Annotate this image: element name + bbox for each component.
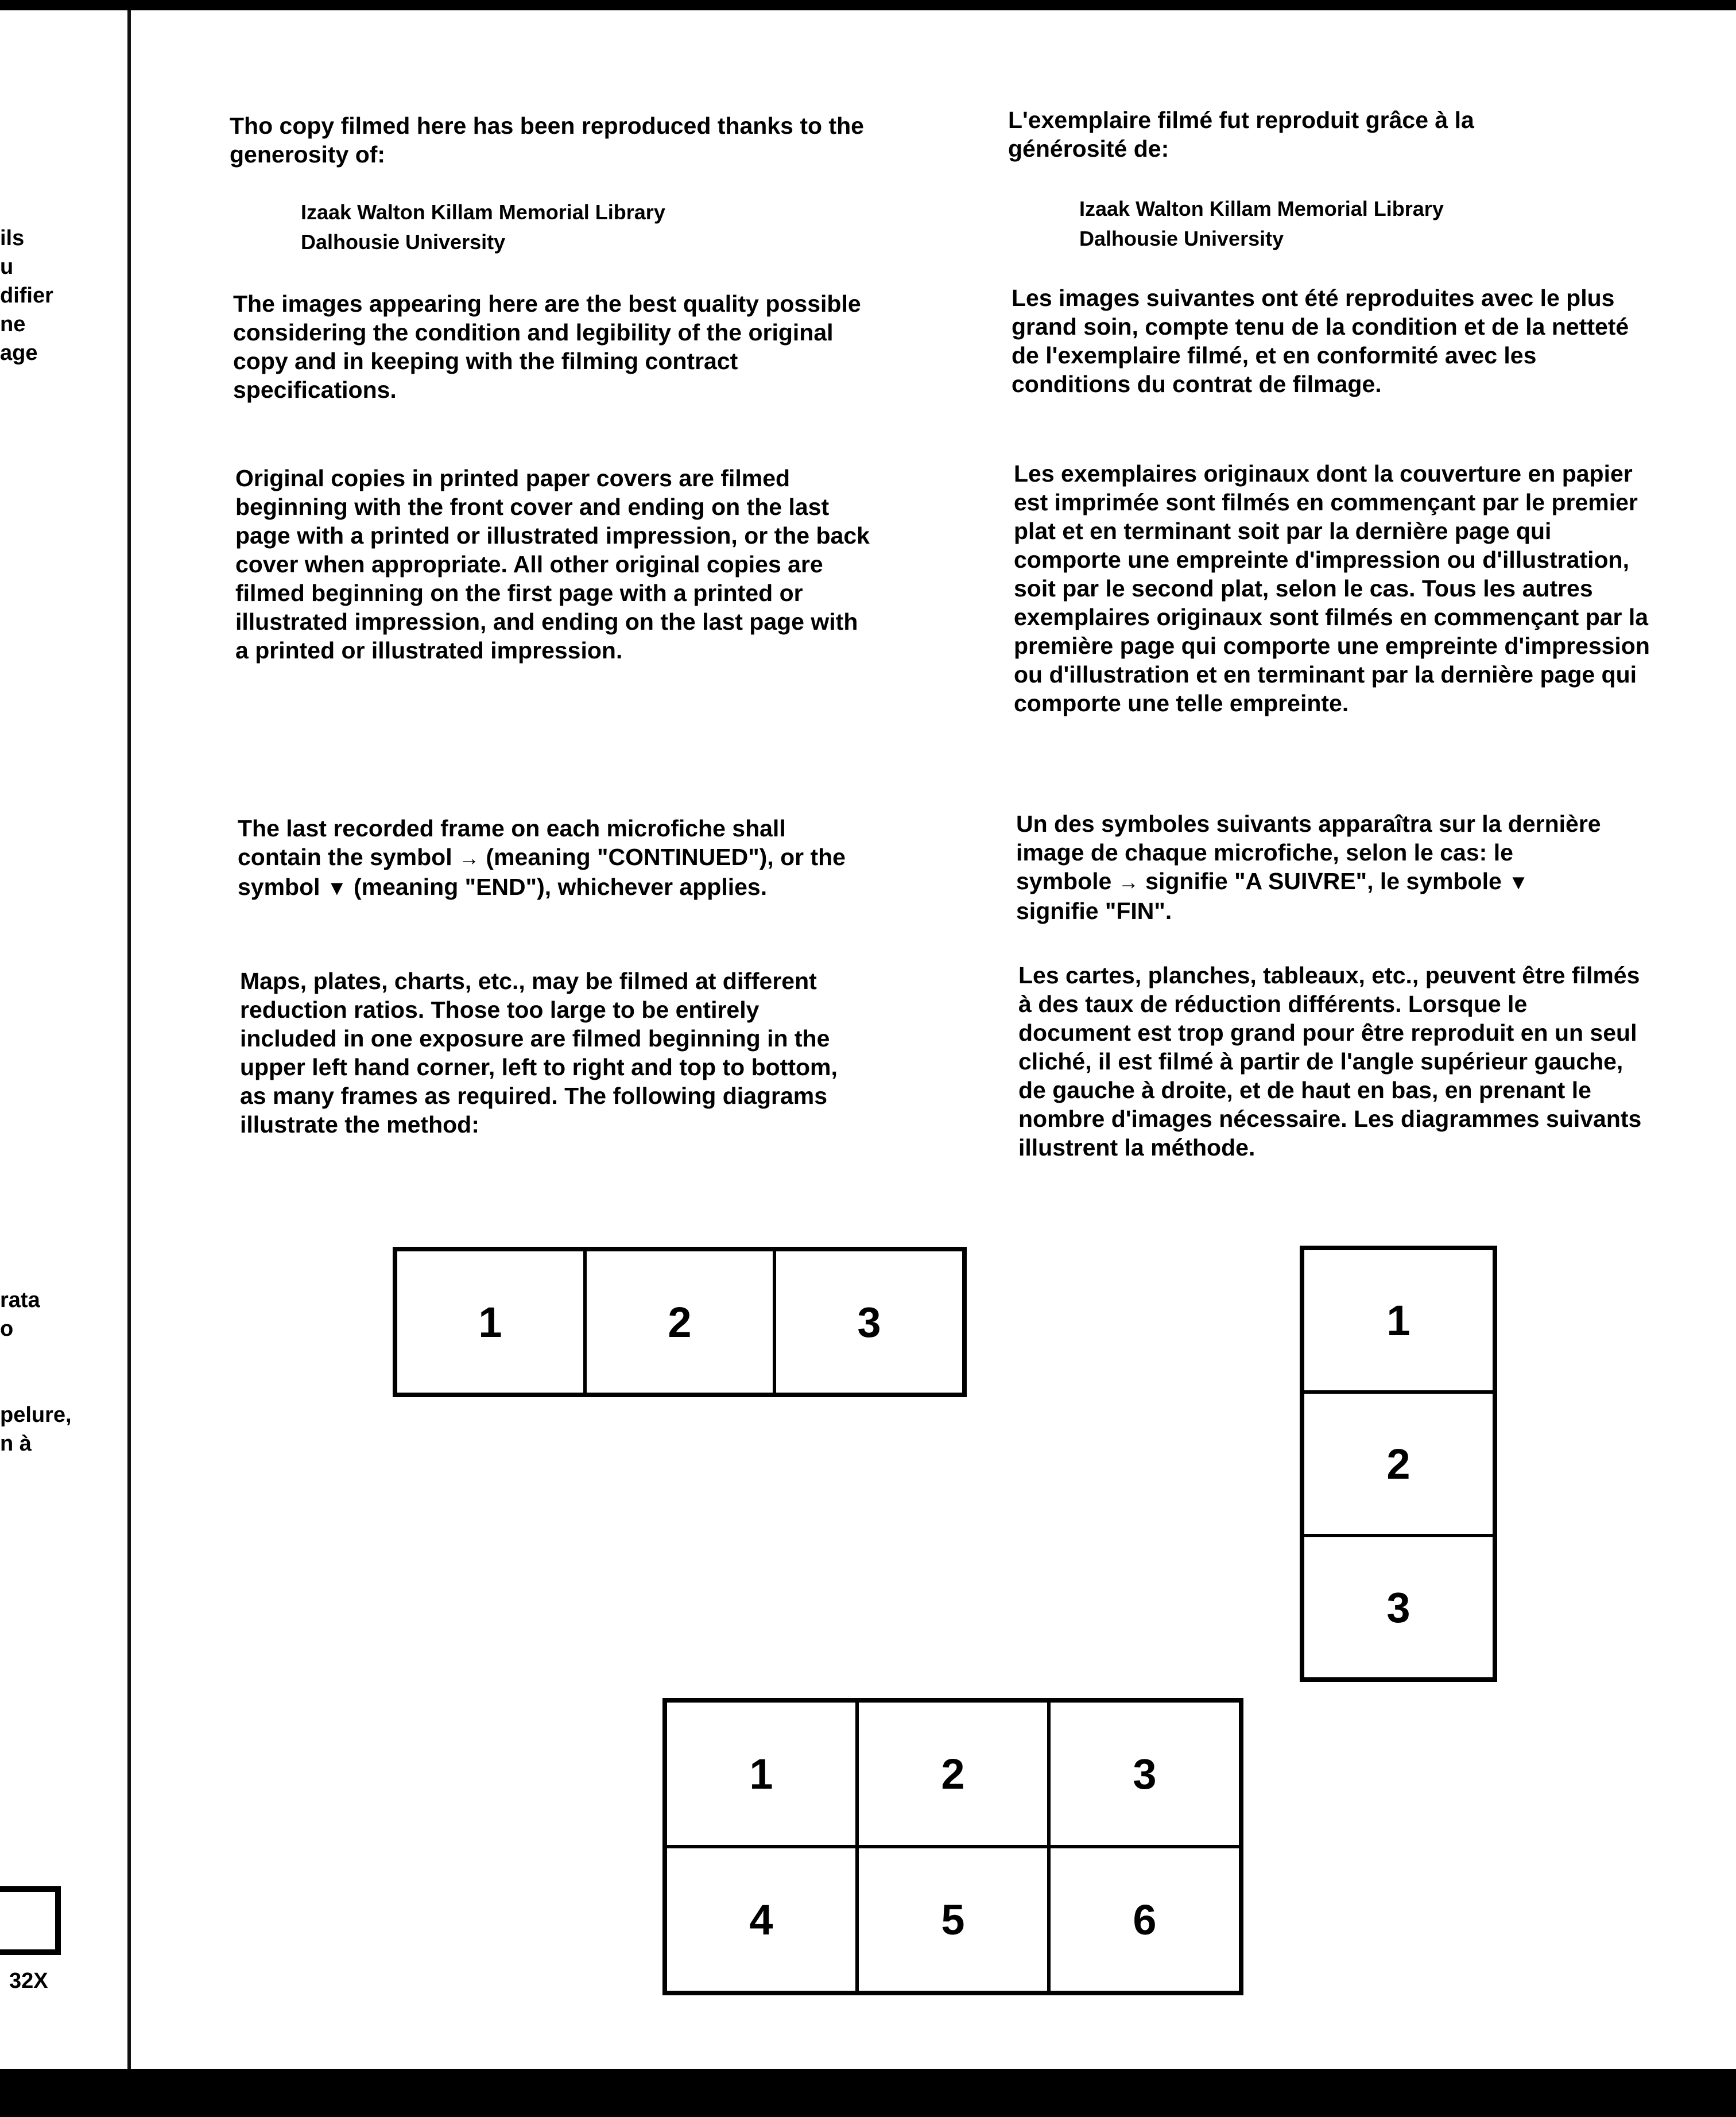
library-university: Dalhousie University bbox=[1079, 227, 1284, 250]
frame-cell: 2 bbox=[857, 1701, 1049, 1847]
paragraph-text bbox=[1016, 809, 1607, 925]
french-quality-paragraph bbox=[1012, 284, 1643, 398]
frame-cell: 3 bbox=[1049, 1701, 1241, 1847]
fragment-text: ils bbox=[0, 226, 25, 250]
frame-cell: 1 bbox=[665, 1701, 857, 1847]
french-symbols-paragraph bbox=[1016, 809, 1607, 925]
page-gutter bbox=[127, 10, 131, 2069]
symbols-text-part1: Un des symboles suivants apparaîtra sur la dernière image de chaque microfiche, selon le cas: le symbole bbox=[1016, 811, 1601, 894]
paragraph-text: Maps, plates, charts, etc., may be filmed at different reduction ratios. Those too large to be entirely included in one exposure are filmed beginning in the upper left hand corner, left to right and top to bottom, as many frames as required. The following diagrams illustrate the method: bbox=[240, 968, 838, 1138]
library-name: Izaak Walton Killam Memorial Library bbox=[301, 200, 665, 224]
fragment-text: o bbox=[0, 1317, 14, 1341]
fragment-text: n à bbox=[0, 1432, 32, 1456]
paragraph-text bbox=[238, 814, 846, 902]
frame-cell: 2 bbox=[1303, 1392, 1494, 1536]
french-maps-paragraph bbox=[1018, 961, 1644, 1162]
paragraph-text: Les exemplaires originaux dont la couverture en papier est imprimée sont filmés en commençant par le premier plat et en terminant soit par la dernière page qui comporte une empreinte d'impression ou d'illustration, soit par le second plat, selon le cas. Tous les autres exemplaires originaux sont filmés en commençant par la première page qui comporte une empreinte d'impression ou d'illustration et en terminant par la dernière page qui comporte une telle empreinte. bbox=[1014, 460, 1650, 716]
english-intro bbox=[230, 111, 878, 169]
end-triangle-icon: ▼ bbox=[1508, 870, 1529, 894]
frame-cell: 6 bbox=[1049, 1847, 1241, 1992]
french-covers-paragraph bbox=[1014, 459, 1651, 718]
paragraph-text: The images appearing here are the best quality possible considering the condition and legibility of the original copy and in keeping with the filming contract specifications. bbox=[233, 290, 861, 403]
frame-cell: 5 bbox=[857, 1847, 1049, 1992]
fragment-text: rata bbox=[0, 1288, 40, 1312]
frame-cell: 4 bbox=[665, 1847, 857, 1992]
english-intro-text: Tho copy filmed here has been reproduced thanks to the generosity of: bbox=[230, 113, 864, 168]
continued-arrow-icon: → bbox=[459, 846, 480, 870]
french-intro-text: L'exemplaire filmé fut reproduit grâce à la générosité de: bbox=[1008, 107, 1474, 162]
end-triangle-icon: ▼ bbox=[326, 876, 347, 899]
horizontal-frames-diagram bbox=[393, 1247, 967, 1397]
paragraph-text: Les images suivantes ont été reproduites avec le plus grand soin, compte tenu de la condition et de la netteté de l'exemplaire filmé, et en conformité avec les conditions du contrat de filmage. bbox=[1012, 285, 1629, 397]
english-symbols-paragraph bbox=[238, 814, 846, 902]
symbols-text-part3: signifie "FIN". bbox=[1016, 898, 1172, 924]
previous-page-edge bbox=[0, 10, 127, 2069]
scanned-page bbox=[0, 10, 1736, 2069]
frame-cell: 3 bbox=[1303, 1536, 1494, 1679]
fragment-box bbox=[0, 1886, 61, 1955]
french-library bbox=[1010, 194, 1711, 254]
grid-frames-diagram bbox=[662, 1698, 1243, 1995]
symbols-text-part3: (meaning "END"), whichever applies. bbox=[354, 874, 768, 900]
paragraph-text: Les cartes, planches, tableaux, etc., peuvent être filmés à des taux de réduction différents. Lorsque le document est trop grand pour être reproduit en un seul cliché, il est filmé à partir de l'angle supérieur gauche, de gauche à droite, et de haut en bas, en prenant le nombre d'images nécessaire. Les diagrammes suivants illustrent la méthode. bbox=[1018, 962, 1642, 1161]
vertical-frames-diagram bbox=[1300, 1246, 1497, 1682]
english-maps-paragraph bbox=[240, 967, 860, 1139]
symbols-text-part2: (meaning "CONTINUED"), or the symbol bbox=[238, 844, 846, 900]
continued-arrow-icon: → bbox=[1118, 870, 1139, 894]
paragraph-text: Original copies in printed paper covers are filmed beginning with the front cover and ending on the last page with a printed or illustrated impression, or the back cover when appropriate. All other original copies are filmed beginning on the first page with a printed or illustrated impression, and ending on the last page with a printed or illustrated impression. bbox=[235, 465, 870, 664]
english-quality-paragraph bbox=[233, 289, 865, 404]
frame-cell: 1 bbox=[1303, 1249, 1494, 1392]
frame-cell: 2 bbox=[585, 1250, 774, 1394]
fragment-text: pelure, bbox=[0, 1403, 72, 1427]
frame-cell: 3 bbox=[774, 1250, 964, 1394]
library-name: Izaak Walton Killam Memorial Library bbox=[1079, 197, 1444, 220]
symbols-text-part1: The last recorded frame on each microfiche shall contain the symbol bbox=[238, 815, 786, 870]
symbols-text-part2: signifie "A SUIVRE", le symbole bbox=[1145, 868, 1502, 894]
fragment-text: 32X bbox=[9, 1969, 48, 1993]
fragment-text: difier bbox=[0, 284, 53, 308]
frame-cell: 1 bbox=[396, 1250, 585, 1394]
fragment-text: ne bbox=[0, 312, 26, 336]
english-covers-paragraph bbox=[235, 464, 873, 665]
french-intro bbox=[1008, 106, 1594, 163]
fragment-text: u bbox=[0, 255, 14, 279]
fragment-text: age bbox=[0, 341, 38, 365]
library-university: Dalhousie University bbox=[301, 230, 506, 254]
english-library bbox=[232, 197, 932, 257]
